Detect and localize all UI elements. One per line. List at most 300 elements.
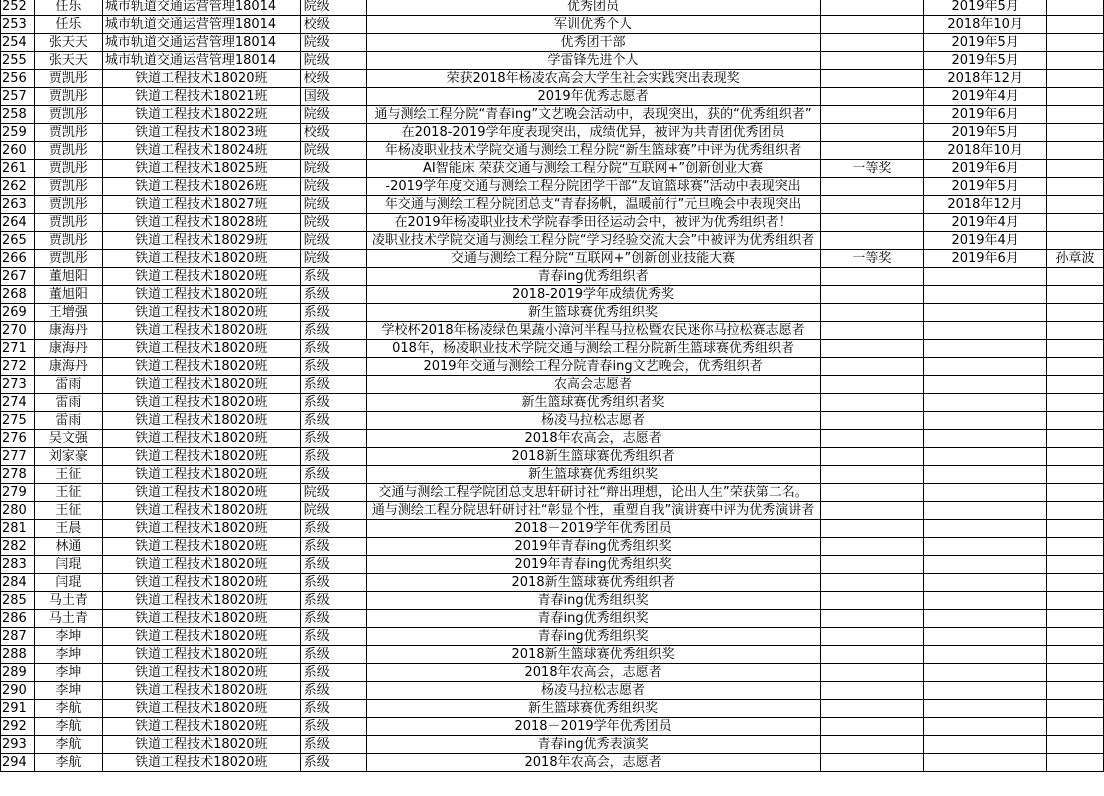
award-level-cell[interactable]: 系级 <box>300 448 366 466</box>
award-date-cell[interactable] <box>924 466 1047 484</box>
prize-grade-cell[interactable] <box>820 304 924 322</box>
award-level-cell[interactable]: 国级 <box>300 88 366 106</box>
advisor-cell[interactable] <box>1047 700 1104 718</box>
advisor-cell[interactable] <box>1047 736 1104 754</box>
award-description-cell[interactable]: 新生篮球赛优秀组织者奖 <box>366 394 820 412</box>
student-name-cell[interactable]: 任乐 <box>34 16 102 34</box>
class-name-cell[interactable]: 铁道工程技术18020班 <box>102 286 300 304</box>
award-level-cell[interactable]: 系级 <box>300 718 366 736</box>
row-number-cell[interactable]: 284 <box>1 574 35 592</box>
student-name-cell[interactable]: 马土青 <box>34 610 102 628</box>
prize-grade-cell[interactable] <box>820 124 924 142</box>
award-date-cell[interactable] <box>924 574 1047 592</box>
student-name-cell[interactable]: 贾凯彤 <box>34 250 102 268</box>
award-date-cell[interactable] <box>924 304 1047 322</box>
class-name-cell[interactable]: 铁道工程技术18020班 <box>102 358 300 376</box>
award-description-cell[interactable]: 在2018-2019学年度表现突出，成绩优异，被评为共青团优秀团员 <box>366 124 820 142</box>
award-description-cell[interactable]: 交通与测绘工程学院团总支思轩研讨社“辩出理想，论出人生”荣获第二名。 <box>366 484 820 502</box>
award-description-cell[interactable]: 在2019年杨凌职业技术学院春季田径运动会中，被评为优秀组织者！ <box>366 214 820 232</box>
advisor-cell[interactable] <box>1047 160 1104 178</box>
award-date-cell[interactable] <box>924 520 1047 538</box>
class-name-cell[interactable]: 铁道工程技术18027班 <box>102 196 300 214</box>
row-number-cell[interactable]: 252 <box>1 0 35 16</box>
student-name-cell[interactable]: 贾凯彤 <box>34 124 102 142</box>
prize-grade-cell[interactable] <box>820 178 924 196</box>
advisor-cell[interactable] <box>1047 754 1104 772</box>
row-number-cell[interactable]: 292 <box>1 718 35 736</box>
class-name-cell[interactable]: 城市轨道交通运营管理18014 <box>102 16 300 34</box>
class-name-cell[interactable]: 铁道工程技术18023班 <box>102 124 300 142</box>
prize-grade-cell[interactable] <box>820 268 924 286</box>
advisor-cell[interactable] <box>1047 610 1104 628</box>
advisor-cell[interactable] <box>1047 286 1104 304</box>
prize-grade-cell[interactable] <box>820 358 924 376</box>
award-description-cell[interactable]: 新生篮球赛优秀组织奖 <box>366 304 820 322</box>
student-name-cell[interactable]: 李航 <box>34 718 102 736</box>
student-name-cell[interactable]: 康海丹 <box>34 340 102 358</box>
award-level-cell[interactable]: 系级 <box>300 628 366 646</box>
award-level-cell[interactable]: 系级 <box>300 664 366 682</box>
award-date-cell[interactable]: 2019年5月 <box>924 52 1047 70</box>
class-name-cell[interactable]: 铁道工程技术18020班 <box>102 718 300 736</box>
award-level-cell[interactable]: 校级 <box>300 124 366 142</box>
award-description-cell[interactable]: 青春ing优秀组织奖 <box>366 628 820 646</box>
row-number-cell[interactable]: 264 <box>1 214 35 232</box>
award-date-cell[interactable] <box>924 340 1047 358</box>
class-name-cell[interactable]: 铁道工程技术18020班 <box>102 304 300 322</box>
class-name-cell[interactable]: 铁道工程技术18020班 <box>102 736 300 754</box>
row-number-cell[interactable]: 270 <box>1 322 35 340</box>
award-level-cell[interactable]: 系级 <box>300 682 366 700</box>
award-description-cell[interactable]: 优秀团员 <box>366 0 820 16</box>
award-level-cell[interactable]: 院级 <box>300 484 366 502</box>
class-name-cell[interactable]: 城市轨道交通运营管理18014 <box>102 34 300 52</box>
row-number-cell[interactable]: 262 <box>1 178 35 196</box>
advisor-cell[interactable] <box>1047 574 1104 592</box>
row-number-cell[interactable]: 257 <box>1 88 35 106</box>
prize-grade-cell[interactable] <box>820 610 924 628</box>
prize-grade-cell[interactable] <box>820 520 924 538</box>
award-description-cell[interactable]: 通与测绘工程分院思轩研讨社“彰显个性，重塑自我”演讲赛中评为优秀演讲者 <box>366 502 820 520</box>
student-name-cell[interactable]: 马土青 <box>34 592 102 610</box>
class-name-cell[interactable]: 铁道工程技术18020班 <box>102 592 300 610</box>
award-date-cell[interactable]: 2018年10月 <box>924 16 1047 34</box>
advisor-cell[interactable] <box>1047 592 1104 610</box>
student-name-cell[interactable]: 王征 <box>34 502 102 520</box>
award-description-cell[interactable]: 青春ing优秀表演奖 <box>366 736 820 754</box>
award-level-cell[interactable]: 系级 <box>300 520 366 538</box>
advisor-cell[interactable] <box>1047 16 1104 34</box>
award-date-cell[interactable]: 2019年5月 <box>924 124 1047 142</box>
award-date-cell[interactable] <box>924 538 1047 556</box>
student-name-cell[interactable]: 王增强 <box>34 304 102 322</box>
row-number-cell[interactable]: 272 <box>1 358 35 376</box>
award-date-cell[interactable] <box>924 268 1047 286</box>
class-name-cell[interactable]: 铁道工程技术18020班 <box>102 574 300 592</box>
advisor-cell[interactable] <box>1047 214 1104 232</box>
award-date-cell[interactable]: 2019年5月 <box>924 0 1047 16</box>
class-name-cell[interactable]: 铁道工程技术18020班 <box>102 682 300 700</box>
class-name-cell[interactable]: 铁道工程技术18028班 <box>102 214 300 232</box>
class-name-cell[interactable]: 铁道工程技术18020班 <box>102 520 300 538</box>
award-level-cell[interactable]: 院级 <box>300 214 366 232</box>
award-date-cell[interactable]: 2019年4月 <box>924 88 1047 106</box>
prize-grade-cell[interactable] <box>820 502 924 520</box>
award-date-cell[interactable] <box>924 358 1047 376</box>
award-description-cell[interactable]: 农高会志愿者 <box>366 376 820 394</box>
row-number-cell[interactable]: 289 <box>1 664 35 682</box>
student-name-cell[interactable]: 李坤 <box>34 646 102 664</box>
student-name-cell[interactable]: 林通 <box>34 538 102 556</box>
award-level-cell[interactable]: 院级 <box>300 142 366 160</box>
student-name-cell[interactable]: 雷雨 <box>34 376 102 394</box>
row-number-cell[interactable]: 269 <box>1 304 35 322</box>
award-level-cell[interactable]: 系级 <box>300 646 366 664</box>
award-level-cell[interactable]: 系级 <box>300 466 366 484</box>
class-name-cell[interactable]: 铁道工程技术18020班 <box>102 610 300 628</box>
prize-grade-cell[interactable] <box>820 88 924 106</box>
row-number-cell[interactable]: 294 <box>1 754 35 772</box>
award-level-cell[interactable]: 系级 <box>300 754 366 772</box>
student-name-cell[interactable]: 李坤 <box>34 664 102 682</box>
class-name-cell[interactable]: 铁道工程技术18020班 <box>102 250 300 268</box>
student-name-cell[interactable]: 贾凯彤 <box>34 178 102 196</box>
student-name-cell[interactable]: 闫琨 <box>34 574 102 592</box>
award-date-cell[interactable]: 2018年10月 <box>924 142 1047 160</box>
award-description-cell[interactable]: 学校杯2018年杨凌绿色果蔬小漳河半程马拉松暨农民迷你马拉松赛志愿者 <box>366 322 820 340</box>
student-name-cell[interactable]: 刘家豪 <box>34 448 102 466</box>
class-name-cell[interactable]: 铁道工程技术18020班 <box>102 376 300 394</box>
student-name-cell[interactable]: 贾凯彤 <box>34 88 102 106</box>
award-level-cell[interactable]: 系级 <box>300 304 366 322</box>
award-level-cell[interactable]: 系级 <box>300 736 366 754</box>
row-number-cell[interactable]: 268 <box>1 286 35 304</box>
award-level-cell[interactable]: 系级 <box>300 556 366 574</box>
row-number-cell[interactable]: 291 <box>1 700 35 718</box>
row-number-cell[interactable]: 265 <box>1 232 35 250</box>
advisor-cell[interactable] <box>1047 106 1104 124</box>
prize-grade-cell[interactable] <box>820 628 924 646</box>
award-description-cell[interactable]: 新生篮球赛优秀组织奖 <box>366 466 820 484</box>
award-level-cell[interactable]: 院级 <box>300 178 366 196</box>
student-name-cell[interactable]: 雷雨 <box>34 412 102 430</box>
class-name-cell[interactable]: 铁道工程技术18020班 <box>102 268 300 286</box>
student-name-cell[interactable]: 贾凯彤 <box>34 160 102 178</box>
advisor-cell[interactable] <box>1047 520 1104 538</box>
row-number-cell[interactable]: 258 <box>1 106 35 124</box>
prize-grade-cell[interactable] <box>820 70 924 88</box>
award-description-cell[interactable]: 018年，杨凌职业技术学院交通与测绘工程分院新生篮球赛优秀组织者 <box>366 340 820 358</box>
student-name-cell[interactable]: 贾凯彤 <box>34 70 102 88</box>
row-number-cell[interactable]: 282 <box>1 538 35 556</box>
award-description-cell[interactable]: 凌职业技术学院交通与测绘工程分院“学习经验交流大会”中被评为优秀组织者 <box>366 232 820 250</box>
award-level-cell[interactable]: 院级 <box>300 250 366 268</box>
row-number-cell[interactable]: 255 <box>1 52 35 70</box>
advisor-cell[interactable] <box>1047 376 1104 394</box>
prize-grade-cell[interactable] <box>820 466 924 484</box>
advisor-cell[interactable]: 孙章波 <box>1047 250 1104 268</box>
advisor-cell[interactable] <box>1047 142 1104 160</box>
award-level-cell[interactable]: 院级 <box>300 160 366 178</box>
row-number-cell[interactable]: 274 <box>1 394 35 412</box>
prize-grade-cell[interactable] <box>820 232 924 250</box>
class-name-cell[interactable]: 铁道工程技术18024班 <box>102 142 300 160</box>
student-name-cell[interactable]: 董旭阳 <box>34 268 102 286</box>
award-date-cell[interactable] <box>924 628 1047 646</box>
award-date-cell[interactable] <box>924 718 1047 736</box>
class-name-cell[interactable]: 城市轨道交通运营管理18014 <box>102 52 300 70</box>
award-description-cell[interactable]: 学雷锋先进个人 <box>366 52 820 70</box>
class-name-cell[interactable]: 铁道工程技术18020班 <box>102 394 300 412</box>
student-name-cell[interactable]: 王征 <box>34 484 102 502</box>
award-description-cell[interactable]: 新生篮球赛优秀组织奖 <box>366 700 820 718</box>
award-level-cell[interactable]: 院级 <box>300 34 366 52</box>
row-number-cell[interactable]: 266 <box>1 250 35 268</box>
row-number-cell[interactable]: 280 <box>1 502 35 520</box>
row-number-cell[interactable]: 293 <box>1 736 35 754</box>
award-date-cell[interactable] <box>924 286 1047 304</box>
award-description-cell[interactable]: 2019年优秀志愿者 <box>366 88 820 106</box>
advisor-cell[interactable] <box>1047 0 1104 16</box>
award-description-cell[interactable]: 2018新生篮球赛优秀组织者 <box>366 574 820 592</box>
advisor-cell[interactable] <box>1047 70 1104 88</box>
student-name-cell[interactable]: 李航 <box>34 754 102 772</box>
row-number-cell[interactable]: 273 <box>1 376 35 394</box>
award-date-cell[interactable] <box>924 484 1047 502</box>
row-number-cell[interactable]: 286 <box>1 610 35 628</box>
student-name-cell[interactable]: 贾凯彤 <box>34 142 102 160</box>
class-name-cell[interactable]: 铁道工程技术18020班 <box>102 466 300 484</box>
row-number-cell[interactable]: 261 <box>1 160 35 178</box>
class-name-cell[interactable]: 铁道工程技术18029班 <box>102 232 300 250</box>
award-date-cell[interactable] <box>924 664 1047 682</box>
award-date-cell[interactable] <box>924 412 1047 430</box>
award-date-cell[interactable] <box>924 646 1047 664</box>
advisor-cell[interactable] <box>1047 196 1104 214</box>
prize-grade-cell[interactable] <box>820 0 924 16</box>
award-level-cell[interactable]: 校级 <box>300 16 366 34</box>
award-description-cell[interactable]: 2018年农高会，志愿者 <box>366 664 820 682</box>
student-name-cell[interactable]: 李坤 <box>34 682 102 700</box>
award-level-cell[interactable]: 系级 <box>300 412 366 430</box>
row-number-cell[interactable]: 281 <box>1 520 35 538</box>
student-name-cell[interactable]: 贾凯彤 <box>34 214 102 232</box>
award-level-cell[interactable]: 院级 <box>300 502 366 520</box>
class-name-cell[interactable]: 城市轨道交通运营管理18014 <box>102 0 300 16</box>
prize-grade-cell[interactable] <box>820 196 924 214</box>
award-level-cell[interactable]: 系级 <box>300 268 366 286</box>
award-description-cell[interactable]: 年交通与测绘工程分院团总支“青春扬帆，温暖前行”元旦晚会中表现突出 <box>366 196 820 214</box>
prize-grade-cell[interactable] <box>820 646 924 664</box>
award-date-cell[interactable] <box>924 322 1047 340</box>
row-number-cell[interactable]: 278 <box>1 466 35 484</box>
prize-grade-cell[interactable] <box>820 736 924 754</box>
class-name-cell[interactable]: 铁道工程技术18020班 <box>102 70 300 88</box>
advisor-cell[interactable] <box>1047 358 1104 376</box>
advisor-cell[interactable] <box>1047 340 1104 358</box>
advisor-cell[interactable] <box>1047 88 1104 106</box>
award-date-cell[interactable] <box>924 430 1047 448</box>
award-description-cell[interactable]: 青春ing优秀组织奖 <box>366 610 820 628</box>
award-description-cell[interactable]: 杨凌马拉松志愿者 <box>366 412 820 430</box>
student-name-cell[interactable]: 贾凯彤 <box>34 196 102 214</box>
row-number-cell[interactable]: 276 <box>1 430 35 448</box>
class-name-cell[interactable]: 铁道工程技术18026班 <box>102 178 300 196</box>
advisor-cell[interactable] <box>1047 502 1104 520</box>
row-number-cell[interactable]: 285 <box>1 592 35 610</box>
award-description-cell[interactable]: 2018新生篮球赛优秀组织奖 <box>366 646 820 664</box>
advisor-cell[interactable] <box>1047 232 1104 250</box>
award-date-cell[interactable] <box>924 682 1047 700</box>
award-description-cell[interactable]: 2018年农高会，志愿者 <box>366 430 820 448</box>
row-number-cell[interactable]: 277 <box>1 448 35 466</box>
prize-grade-cell[interactable] <box>820 34 924 52</box>
advisor-cell[interactable] <box>1047 322 1104 340</box>
award-description-cell[interactable]: 2018新生篮球赛优秀组织者 <box>366 448 820 466</box>
advisor-cell[interactable] <box>1047 52 1104 70</box>
award-level-cell[interactable]: 系级 <box>300 376 366 394</box>
row-number-cell[interactable]: 287 <box>1 628 35 646</box>
award-description-cell[interactable]: 杨凌马拉松志愿者 <box>366 682 820 700</box>
award-level-cell[interactable]: 系级 <box>300 610 366 628</box>
award-date-cell[interactable] <box>924 610 1047 628</box>
award-description-cell[interactable]: 2019年青春ing优秀组织奖 <box>366 556 820 574</box>
award-level-cell[interactable]: 院级 <box>300 196 366 214</box>
prize-grade-cell[interactable] <box>820 142 924 160</box>
award-date-cell[interactable] <box>924 700 1047 718</box>
student-name-cell[interactable]: 康海丹 <box>34 322 102 340</box>
award-date-cell[interactable] <box>924 592 1047 610</box>
award-level-cell[interactable]: 院级 <box>300 232 366 250</box>
prize-grade-cell[interactable] <box>820 106 924 124</box>
row-number-cell[interactable]: 271 <box>1 340 35 358</box>
award-description-cell[interactable]: 2019年交通与测绘工程分院青春ing文艺晚会，优秀组织者 <box>366 358 820 376</box>
award-description-cell[interactable]: 2018－2019学年优秀团员 <box>366 520 820 538</box>
award-date-cell[interactable] <box>924 394 1047 412</box>
prize-grade-cell[interactable] <box>820 718 924 736</box>
award-description-cell[interactable]: 2018－2019学年优秀团员 <box>366 718 820 736</box>
row-number-cell[interactable]: 288 <box>1 646 35 664</box>
advisor-cell[interactable] <box>1047 430 1104 448</box>
advisor-cell[interactable] <box>1047 394 1104 412</box>
award-level-cell[interactable]: 系级 <box>300 358 366 376</box>
award-date-cell[interactable]: 2019年4月 <box>924 214 1047 232</box>
advisor-cell[interactable] <box>1047 682 1104 700</box>
advisor-cell[interactable] <box>1047 124 1104 142</box>
class-name-cell[interactable]: 铁道工程技术18020班 <box>102 538 300 556</box>
award-description-cell[interactable]: 青春ing优秀组织者 <box>366 268 820 286</box>
prize-grade-cell[interactable] <box>820 412 924 430</box>
row-number-cell[interactable]: 254 <box>1 34 35 52</box>
award-description-cell[interactable]: 青春ing优秀组织奖 <box>366 592 820 610</box>
class-name-cell[interactable]: 铁道工程技术18020班 <box>102 448 300 466</box>
award-level-cell[interactable]: 系级 <box>300 394 366 412</box>
award-date-cell[interactable]: 2018年12月 <box>924 70 1047 88</box>
row-number-cell[interactable]: 267 <box>1 268 35 286</box>
prize-grade-cell[interactable] <box>820 664 924 682</box>
advisor-cell[interactable] <box>1047 646 1104 664</box>
award-date-cell[interactable]: 2019年6月 <box>924 160 1047 178</box>
advisor-cell[interactable] <box>1047 448 1104 466</box>
advisor-cell[interactable] <box>1047 718 1104 736</box>
prize-grade-cell[interactable] <box>820 430 924 448</box>
student-name-cell[interactable]: 李坤 <box>34 628 102 646</box>
award-date-cell[interactable] <box>924 376 1047 394</box>
advisor-cell[interactable] <box>1047 484 1104 502</box>
prize-grade-cell[interactable] <box>820 682 924 700</box>
class-name-cell[interactable]: 铁道工程技术18020班 <box>102 412 300 430</box>
prize-grade-cell[interactable] <box>820 376 924 394</box>
prize-grade-cell[interactable] <box>820 592 924 610</box>
class-name-cell[interactable]: 铁道工程技术18025班 <box>102 160 300 178</box>
award-level-cell[interactable]: 系级 <box>300 340 366 358</box>
student-name-cell[interactable]: 李航 <box>34 700 102 718</box>
class-name-cell[interactable]: 铁道工程技术18020班 <box>102 322 300 340</box>
award-level-cell[interactable]: 系级 <box>300 322 366 340</box>
award-description-cell[interactable]: 2018年农高会，志愿者 <box>366 754 820 772</box>
class-name-cell[interactable]: 铁道工程技术18020班 <box>102 430 300 448</box>
student-name-cell[interactable]: 王晨 <box>34 520 102 538</box>
award-description-cell[interactable]: 2018-2019学年成绩优秀奖 <box>366 286 820 304</box>
award-description-cell[interactable]: 荣获2018年杨凌农高会大学生社会实践突出表现奖 <box>366 70 820 88</box>
student-name-cell[interactable]: 贾凯彤 <box>34 106 102 124</box>
prize-grade-cell[interactable]: 一等奖 <box>820 160 924 178</box>
student-name-cell[interactable]: 闫琨 <box>34 556 102 574</box>
class-name-cell[interactable]: 铁道工程技术18020班 <box>102 646 300 664</box>
prize-grade-cell[interactable] <box>820 556 924 574</box>
prize-grade-cell[interactable] <box>820 52 924 70</box>
award-description-cell[interactable]: 交通与测绘工程分院“互联网+”创新创业技能大赛 <box>366 250 820 268</box>
student-name-cell[interactable]: 任乐 <box>34 0 102 16</box>
prize-grade-cell[interactable] <box>820 322 924 340</box>
award-date-cell[interactable]: 2019年6月 <box>924 106 1047 124</box>
student-name-cell[interactable]: 雷雨 <box>34 394 102 412</box>
student-name-cell[interactable]: 康海丹 <box>34 358 102 376</box>
award-level-cell[interactable]: 系级 <box>300 286 366 304</box>
award-date-cell[interactable] <box>924 736 1047 754</box>
class-name-cell[interactable]: 铁道工程技术18020班 <box>102 754 300 772</box>
prize-grade-cell[interactable] <box>820 448 924 466</box>
prize-grade-cell[interactable] <box>820 340 924 358</box>
row-number-cell[interactable]: 275 <box>1 412 35 430</box>
advisor-cell[interactable] <box>1047 34 1104 52</box>
prize-grade-cell[interactable] <box>820 574 924 592</box>
award-level-cell[interactable]: 系级 <box>300 430 366 448</box>
advisor-cell[interactable] <box>1047 412 1104 430</box>
prize-grade-cell[interactable] <box>820 754 924 772</box>
student-name-cell[interactable]: 李航 <box>34 736 102 754</box>
class-name-cell[interactable]: 铁道工程技术18020班 <box>102 628 300 646</box>
row-number-cell[interactable]: 253 <box>1 16 35 34</box>
prize-grade-cell[interactable] <box>820 700 924 718</box>
class-name-cell[interactable]: 铁道工程技术18020班 <box>102 556 300 574</box>
prize-grade-cell[interactable] <box>820 538 924 556</box>
advisor-cell[interactable] <box>1047 304 1104 322</box>
class-name-cell[interactable]: 铁道工程技术18020班 <box>102 340 300 358</box>
award-date-cell[interactable]: 2019年4月 <box>924 232 1047 250</box>
row-number-cell[interactable]: 260 <box>1 142 35 160</box>
award-date-cell[interactable] <box>924 502 1047 520</box>
award-description-cell[interactable]: 通与测绘工程分院“青春ing”文艺晚会活动中，表现突出，获的“优秀组织者” <box>366 106 820 124</box>
award-description-cell[interactable]: -2019学年度交通与测绘工程分院团学干部“友谊篮球赛”活动中表现突出 <box>366 178 820 196</box>
award-level-cell[interactable]: 系级 <box>300 538 366 556</box>
prize-grade-cell[interactable] <box>820 214 924 232</box>
award-level-cell[interactable]: 院级 <box>300 0 366 16</box>
award-date-cell[interactable] <box>924 556 1047 574</box>
award-date-cell[interactable]: 2019年5月 <box>924 178 1047 196</box>
advisor-cell[interactable] <box>1047 178 1104 196</box>
award-level-cell[interactable]: 院级 <box>300 106 366 124</box>
